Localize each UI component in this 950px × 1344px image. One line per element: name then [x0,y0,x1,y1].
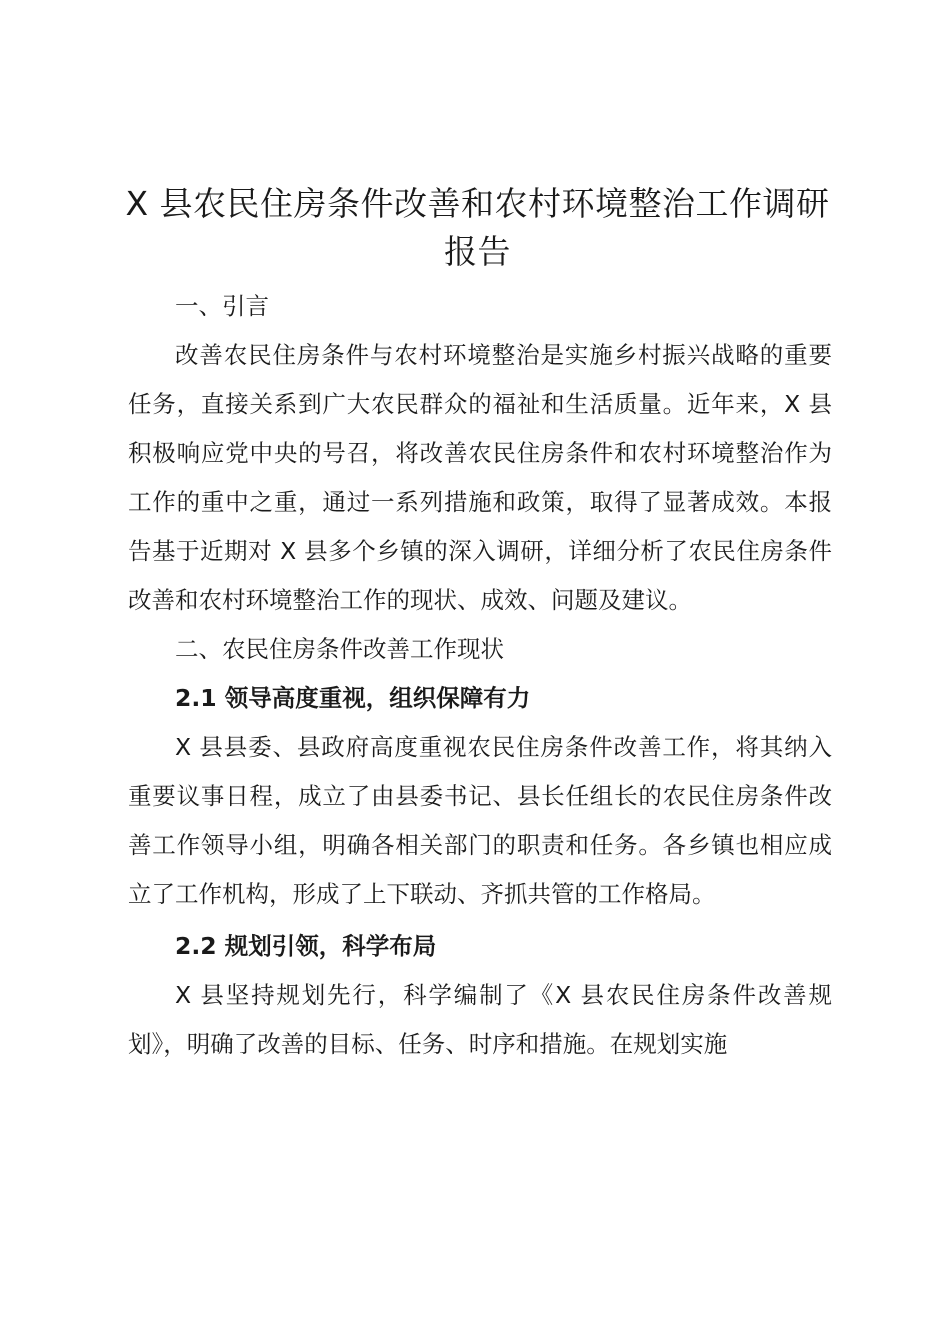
report-title: X 县农民住房条件改善和农村环境整治工作调研报告 [125,184,830,271]
section-heading-housing-status: 二、农民住房条件改善工作现状 [175,635,504,663]
subsection-heading-2-1: 2.1 领导高度重视，组织保障有力 [175,684,531,712]
report-body [128,282,832,1069]
subsection-paragraph-2-1: X 县县委、县政府高度重视农民住房条件改善工作，将其纳入重要议事日程，成立了由县委书记、县长任组长的农民住房条件改善工作领导小组，明确各相关部门的职责和任务。各乡镇也相应成立了工作机构，形成了上下联动、齐抓共管的工作格局。 [128,733,832,908]
introduction-paragraph: 改善农民住房条件与农村环境整治是实施乡村振兴战略的重要任务，直接关系到广大农民群众的福祉和生活质量。近年来，X 县积极响应党中央的号召，将改善农民住房条件和农村环境整治作为工作的重中之重，通过一系列措施和政策，取得了显著成效。本报告基于近期对 X 县多个乡镇的深入调研，详细分析了农民住房条件改善和农村环境整治工作的现状、成效、问题及建议。 [128,341,832,614]
subsection-paragraph-2-2: X 县坚持规划先行，科学编制了《X 县农民住房条件改善规划》，明确了改善的目标、任务、时序和措施。在规划实施 [128,981,832,1058]
section-heading-introduction: 一、引言 [175,292,269,320]
subsection-heading-2-2: 2.2 规划引领，科学布局 [175,932,437,960]
